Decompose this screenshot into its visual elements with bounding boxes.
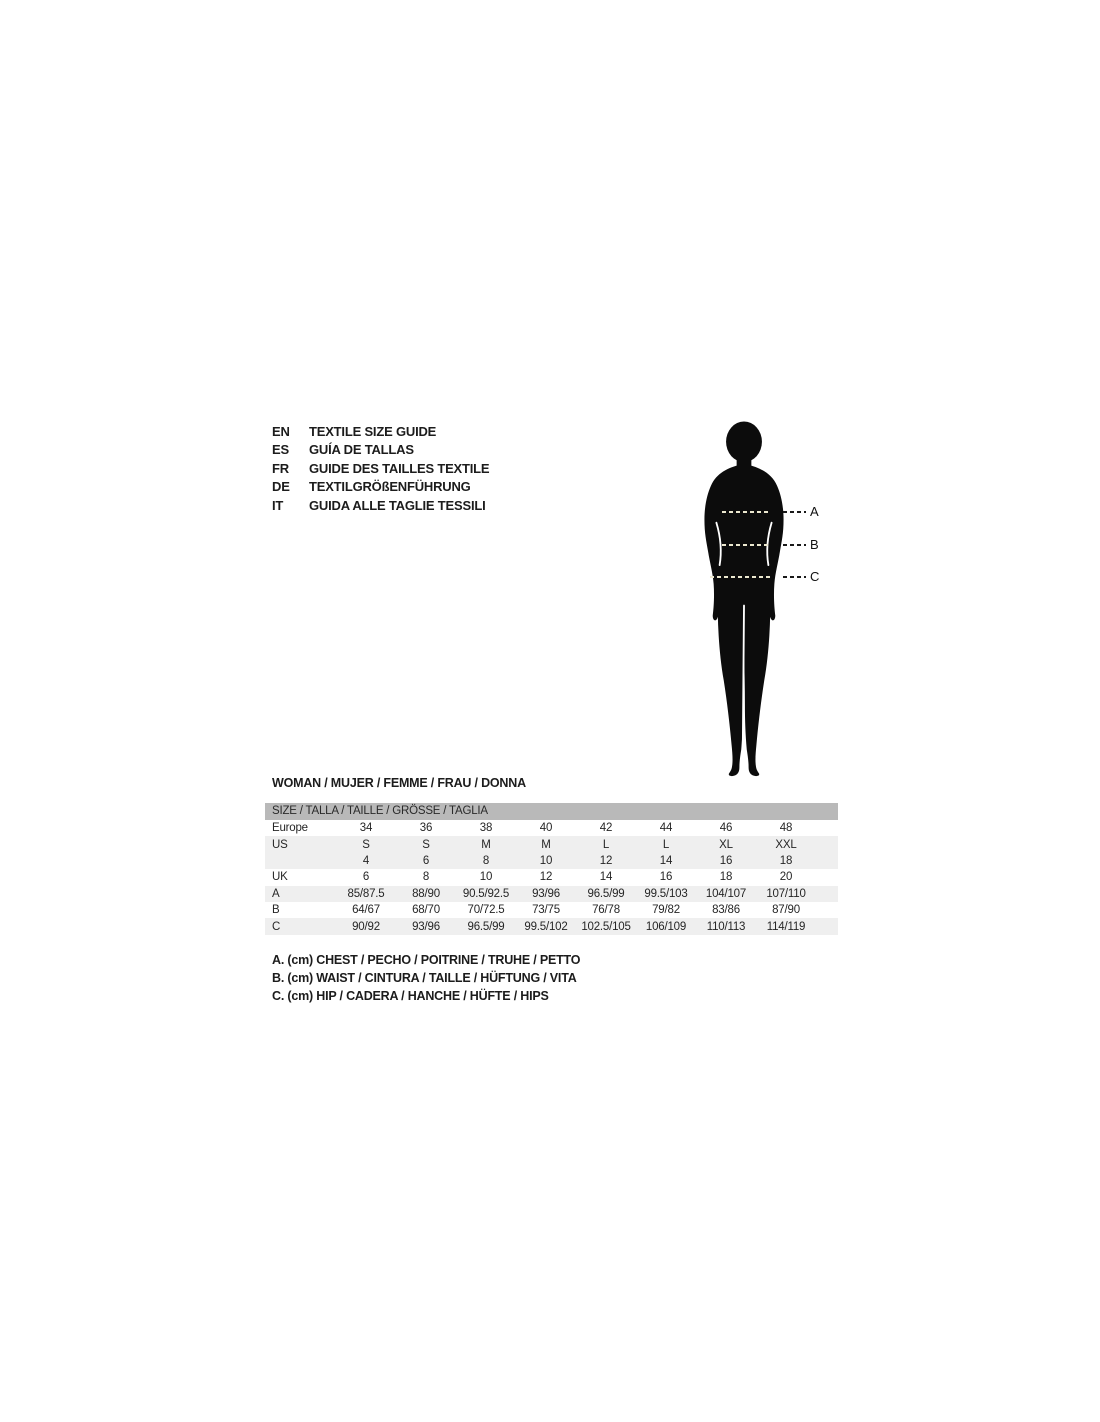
size-value-cell: M xyxy=(481,838,491,851)
dash-segment-outer xyxy=(783,544,806,546)
size-value-cell: L xyxy=(662,838,670,851)
language-guide-row xyxy=(272,441,489,460)
size-value-cell: 79/82 xyxy=(652,904,680,917)
size-value-cell: 14 xyxy=(599,871,613,884)
size-value-cell: L xyxy=(602,838,610,851)
language-guide-row xyxy=(272,496,489,515)
size-value-cell: 36 xyxy=(419,822,433,835)
size-table-body xyxy=(265,820,838,935)
size-value-cell: XL xyxy=(719,838,733,851)
size-table-row xyxy=(265,869,838,885)
size-value-cell: 6 xyxy=(422,854,430,867)
size-value-cell: 34 xyxy=(359,822,373,835)
dash-segment-outer xyxy=(783,511,806,513)
size-table-row xyxy=(265,886,838,902)
size-value-cell: XXL xyxy=(775,838,797,851)
size-value-cell: 42 xyxy=(599,822,613,835)
size-value-cell: 20 xyxy=(779,871,793,884)
size-value-cell: 106/109 xyxy=(645,920,687,933)
size-value-cell: 18 xyxy=(719,871,733,884)
guide-title: GUIDE DES TAILLES TEXTILE xyxy=(309,460,490,476)
size-value-cell: 99.5/102 xyxy=(524,920,568,933)
measure-line-hip xyxy=(698,570,838,584)
size-value-cell: 87/90 xyxy=(772,904,800,917)
size-value-cell: 12 xyxy=(539,871,553,884)
language-code: ES xyxy=(272,442,289,458)
size-value-cell: 102.5/105 xyxy=(581,920,631,933)
size-value-cell: 99.5/103 xyxy=(644,887,688,900)
size-value-cell: 48 xyxy=(779,822,793,835)
measure-label-a: A xyxy=(810,504,819,519)
size-value-cell: 18 xyxy=(779,854,793,867)
size-value-cell: S xyxy=(362,838,370,851)
row-label: C xyxy=(272,920,281,933)
size-value-cell: 114/119 xyxy=(766,920,806,933)
measure-line-chest xyxy=(698,505,838,519)
size-value-cell: 73/75 xyxy=(532,904,560,917)
size-value-cell: 96.5/99 xyxy=(467,920,505,933)
language-code: IT xyxy=(272,497,284,513)
section-title-woman: WOMAN / MUJER / FEMME / FRAU / DONNA xyxy=(272,776,526,790)
size-value-cell: 10 xyxy=(479,871,493,884)
row-label: Europe xyxy=(272,822,308,835)
language-code: EN xyxy=(272,423,290,439)
dash-segment-inner xyxy=(722,544,768,546)
language-guide-row xyxy=(272,459,489,478)
dash-segment-inner xyxy=(722,511,771,513)
language-code: FR xyxy=(272,460,289,476)
row-label: A xyxy=(272,887,280,900)
size-value-cell: 107/110 xyxy=(766,887,806,900)
size-value-cell: 90.5/92.5 xyxy=(462,887,510,900)
guide-title: GUIDA ALLE TAGLIE TESSILI xyxy=(309,497,486,513)
size-value-cell: 44 xyxy=(659,822,673,835)
size-value-cell: 83/86 xyxy=(712,904,740,917)
guide-title: TEXTILE SIZE GUIDE xyxy=(309,423,437,439)
size-value-cell: 6 xyxy=(362,871,370,884)
size-value-cell: 8 xyxy=(422,871,430,884)
size-value-cell: 85/87.5 xyxy=(347,887,385,900)
size-value-cell: 96.5/99 xyxy=(587,887,625,900)
measure-label-c: C xyxy=(810,569,820,584)
size-table-row xyxy=(265,902,838,918)
size-value-cell: 88/90 xyxy=(412,887,440,900)
legend-line: C. (cm) HIP / CADERA / HANCHE / HÜFTE / HIPS xyxy=(272,988,549,1003)
size-value-cell: 93/96 xyxy=(532,887,560,900)
size-value-cell: 38 xyxy=(479,822,493,835)
dash-segment-inner xyxy=(710,576,773,578)
row-label: B xyxy=(272,904,280,917)
measure-line-waist xyxy=(698,538,838,552)
size-value-cell: 104/107 xyxy=(705,887,747,900)
size-value-cell: 14 xyxy=(659,854,673,867)
size-table-row xyxy=(265,853,838,869)
language-guide-row xyxy=(272,478,489,497)
language-guide-row xyxy=(272,422,489,441)
legend-line: B. (cm) WAIST / CINTURA / TAILLE / HÜFTUNG / VITA xyxy=(272,970,577,985)
size-value-cell: 70/72.5 xyxy=(467,904,505,917)
measurement-legend xyxy=(272,952,580,1005)
measurement-figure xyxy=(698,419,838,781)
size-value-cell: 93/96 xyxy=(412,920,440,933)
size-value-cell: 8 xyxy=(482,854,490,867)
size-value-cell: 46 xyxy=(719,822,733,835)
size-value-cell: 64/67 xyxy=(352,904,380,917)
guide-title: GUÍA DE TALLAS xyxy=(309,442,414,458)
row-label: UK xyxy=(272,871,288,884)
size-value-cell: 16 xyxy=(659,871,673,884)
measure-label-b: B xyxy=(810,537,819,552)
size-table-row xyxy=(265,820,838,836)
guide-title: TEXTILGRÖßENFÜHRUNG xyxy=(309,479,471,495)
language-guide-list xyxy=(272,422,489,515)
size-value-cell: 90/92 xyxy=(352,920,380,933)
size-value-cell: M xyxy=(541,838,551,851)
size-value-cell: S xyxy=(422,838,430,851)
woman-silhouette xyxy=(698,419,790,781)
size-value-cell: 12 xyxy=(599,854,613,867)
row-label: US xyxy=(272,838,288,851)
size-table-row xyxy=(265,918,838,934)
size-table-row xyxy=(265,836,838,852)
size-value-cell: 40 xyxy=(539,822,553,835)
size-value-cell: 4 xyxy=(362,854,370,867)
size-table-header: SIZE / TALLA / TAILLE / GRÖSSE / TAGLIA xyxy=(265,803,838,820)
language-code: DE xyxy=(272,479,290,495)
size-value-cell: 68/70 xyxy=(412,904,440,917)
size-value-cell: 76/78 xyxy=(592,904,620,917)
legend-line: A. (cm) CHEST / PECHO / POITRINE / TRUHE / PETTO xyxy=(272,953,581,967)
dash-segment-outer xyxy=(783,576,806,578)
size-value-cell: 110/113 xyxy=(706,920,746,933)
size-value-cell: 10 xyxy=(539,854,553,867)
size-table xyxy=(265,803,838,935)
size-value-cell: 16 xyxy=(719,854,733,867)
